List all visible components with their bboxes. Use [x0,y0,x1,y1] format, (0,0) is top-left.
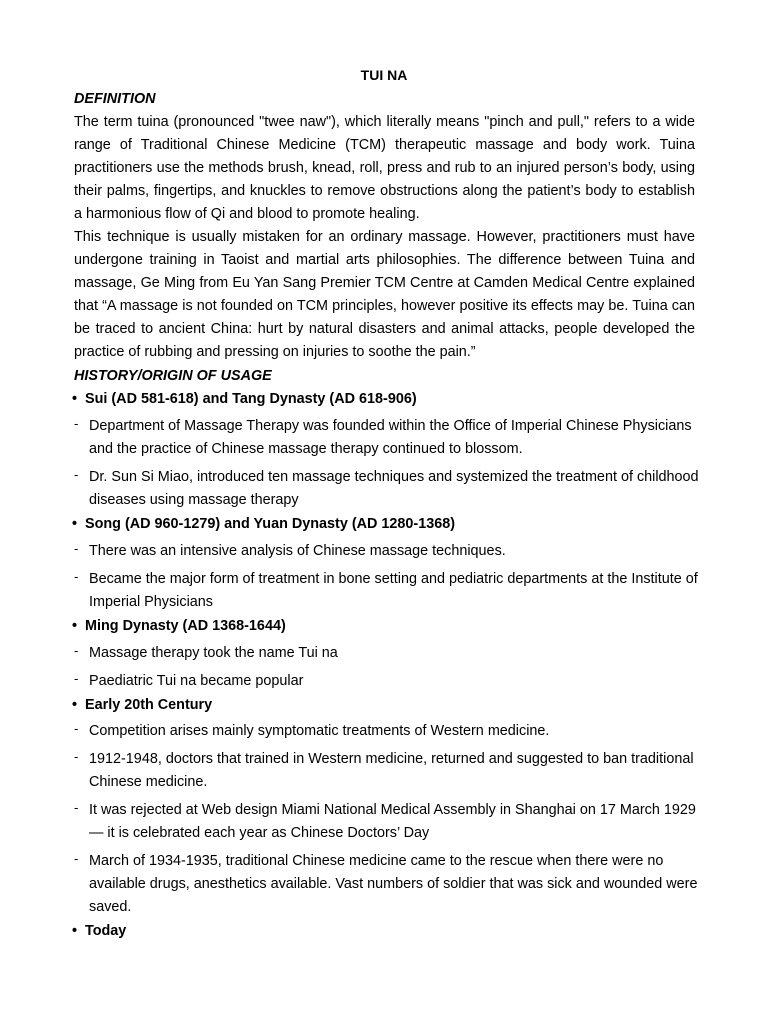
bullet-icon: • [72,516,78,532]
definition-paragraph-1: The term tuina (pronounced "twee naw"), which literally means "pinch and pull," refers to a wide range of Traditional Chinese Medicine (TCM) therapeutic massage and body work. Tuina practitioners use the methods brush, knead, roll, press and rub to an injured person’s body, using their palms, fingertips, and knuckles to remove obstructions along the patient’s body to establish a harmonious flow of Qi and blood to promote healing. [74,114,695,222]
history-item [74,748,704,794]
dash-icon: - [74,541,79,556]
history-item [74,568,704,614]
history-item [74,642,704,665]
section-label: Sui (AD 581-618) and Tang Dynasty (AD 618-906) [85,391,417,407]
section-label: Today [85,923,127,939]
dash-icon: - [74,467,79,482]
dash-icon: - [74,569,79,584]
history-item-text: Competition arises mainly symptomatic treatments of Western medicine. [89,723,550,739]
history-item [74,850,704,919]
history-section-ming [72,617,286,635]
document-title: TUI NA [360,67,408,83]
dash-icon: - [74,416,79,431]
history-item-text: March of 1934-1935, traditional Chinese medicine came to the rescue when there were no available drugs, anesthetics available. Vast numbers of soldier that was sick and wounded were saved. [89,853,698,915]
history-section-early-20th [72,696,212,714]
history-item [74,670,704,693]
dash-icon: - [74,851,79,866]
history-item [74,415,704,461]
history-item-text: Dr. Sun Si Miao, introduced ten massage techniques and systemized the treatment of childhood diseases using massage therapy [89,469,699,508]
definition-paragraph-2: This technique is usually mistaken for an ordinary massage. However, practitioners must have undergone training in Taoist and martial arts philosophies. The difference between Tuina and massage, Ge Ming from Eu Yan Sang Premier TCM Centre at Camden Medical Centre explained that “A massage is not founded on TCM principles, however positive its effects may be. Tuina can be traced to ancient China: hurt by natural disasters and animal attacks, people developed the practice of rubbing and pressing on injuries to soothe the pain.” [74,229,695,360]
history-item [74,466,704,512]
section-label: Ming Dynasty (AD 1368-1644) [85,618,286,634]
history-section-today [72,922,126,940]
history-item-text: There was an intensive analysis of Chinese massage techniques. [89,543,506,559]
bullet-icon: • [72,923,78,939]
dash-icon: - [74,671,79,686]
history-heading: HISTORY/ORIGIN OF USAGE [74,368,272,384]
history-item-text: Massage therapy took the name Tui na [89,645,338,661]
bullet-icon: • [72,391,78,407]
section-label: Early 20th Century [85,697,213,713]
section-label: Song (AD 960-1279) and Yuan Dynasty (AD 1280-1368) [85,516,456,532]
history-item-text: Department of Massage Therapy was founded within the Office of Imperial Chinese Physicians and the practice of Chinese massage therapy continued to blossom. [89,418,692,457]
bullet-icon: • [72,618,78,634]
history-item-text: It was rejected at Web design Miami National Medical Assembly in Shanghai on 17 March 1929 — it is celebrated each year as Chinese Doctors’ Day [89,802,696,841]
dash-icon: - [74,749,79,764]
history-item-text: Became the major form of treatment in bone setting and pediatric departments at the Institute of Imperial Physicians [89,571,698,610]
history-item [74,540,704,563]
dash-icon: - [74,643,79,658]
history-item [74,799,704,845]
bullet-icon: • [72,697,78,713]
history-item-text: Paediatric Tui na became popular [89,673,304,689]
history-section-sui-tang [72,390,417,408]
history-item-text: 1912-1948, doctors that trained in Western medicine, returned and suggested to ban traditional Chinese medicine. [89,751,694,790]
definition-heading: DEFINITION [74,91,156,107]
history-section-song-yuan [72,515,455,533]
dash-icon: - [74,800,79,815]
history-item [74,720,704,743]
dash-icon: - [74,721,79,736]
